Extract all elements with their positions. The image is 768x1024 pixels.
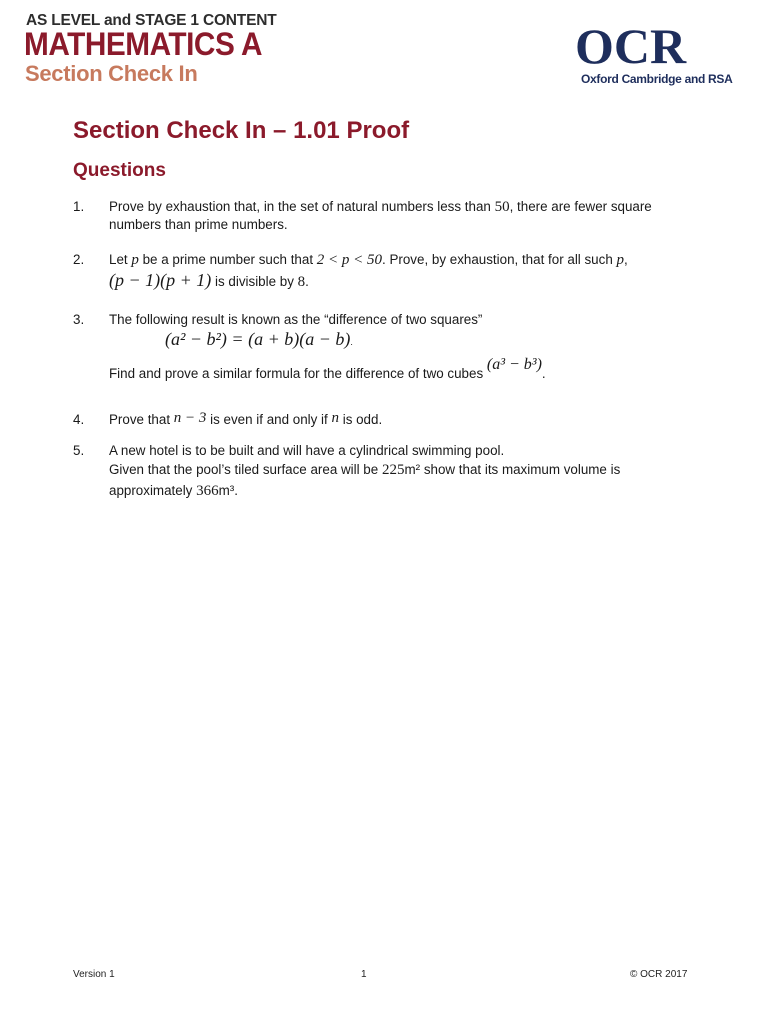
math-expression: (a³ − b³) <box>486 356 542 373</box>
header-section-label: Section Check In <box>25 61 198 86</box>
question-number: 4. <box>73 412 85 427</box>
question-text: A new hotel is to be built and will have a cylindrical swimming pool. Given that the pool’s tiled surface area will be 225m² show that its maximum volume is approximately 366m³. <box>109 443 621 499</box>
header-course-level: AS LEVEL and STAGE 1 CONTENT <box>26 12 277 29</box>
math-number: 366 <box>196 483 219 499</box>
math-variable: p <box>616 252 625 268</box>
ocr-logo-mark: OCR <box>575 18 687 74</box>
header-subject: MATHEMATICS A <box>24 26 263 62</box>
math-number: 50 <box>494 199 510 215</box>
footer-copyright: © OCR 2017 <box>630 969 688 980</box>
math-expression: (p − 1)(p + 1) <box>109 270 212 290</box>
math-identity: (a² − b²) = (a + b)(a − b) <box>165 329 351 349</box>
footer-version: Version 1 <box>73 969 115 980</box>
question-number: 3. <box>73 312 85 327</box>
question-text: The following result is known as the “difference of two squares” (a² − b²) = (a + b)(a − b). Find and prove a similar formula for the difference of two cubes (a³ − b³). <box>109 312 546 381</box>
math-expression: n − 3 <box>173 410 207 426</box>
question-number: 1. <box>73 199 85 214</box>
ocr-logo-tagline: Oxford Cambridge and RSA <box>581 72 733 86</box>
page-title: Section Check In – 1.01 Proof <box>73 117 410 144</box>
math-number: 225 <box>381 462 405 478</box>
math-variable: p <box>131 252 139 268</box>
math-number: 8 <box>297 274 306 290</box>
math-variable: n <box>331 410 339 426</box>
footer-page-number: 1 <box>361 969 367 980</box>
question-number: 2. <box>73 252 85 267</box>
question-text: Let p be a prime number such that 2 < p < 50. Prove, by exhaustion, that for all such p, (p − 1)(p + 1) is divisible by 8. <box>109 252 628 290</box>
questions-heading: Questions <box>73 160 166 181</box>
question-text: Prove that n − 3 is even if and only if n is odd. <box>109 410 383 427</box>
question-text: Prove by exhaustion that, in the set of natural numbers less than 50, there are fewer square numbers than prime numbers. <box>109 199 652 232</box>
ocr-logo <box>572 20 742 92</box>
math-inequality: 2 < p < 50 <box>316 252 383 268</box>
question-number: 5. <box>73 443 85 458</box>
